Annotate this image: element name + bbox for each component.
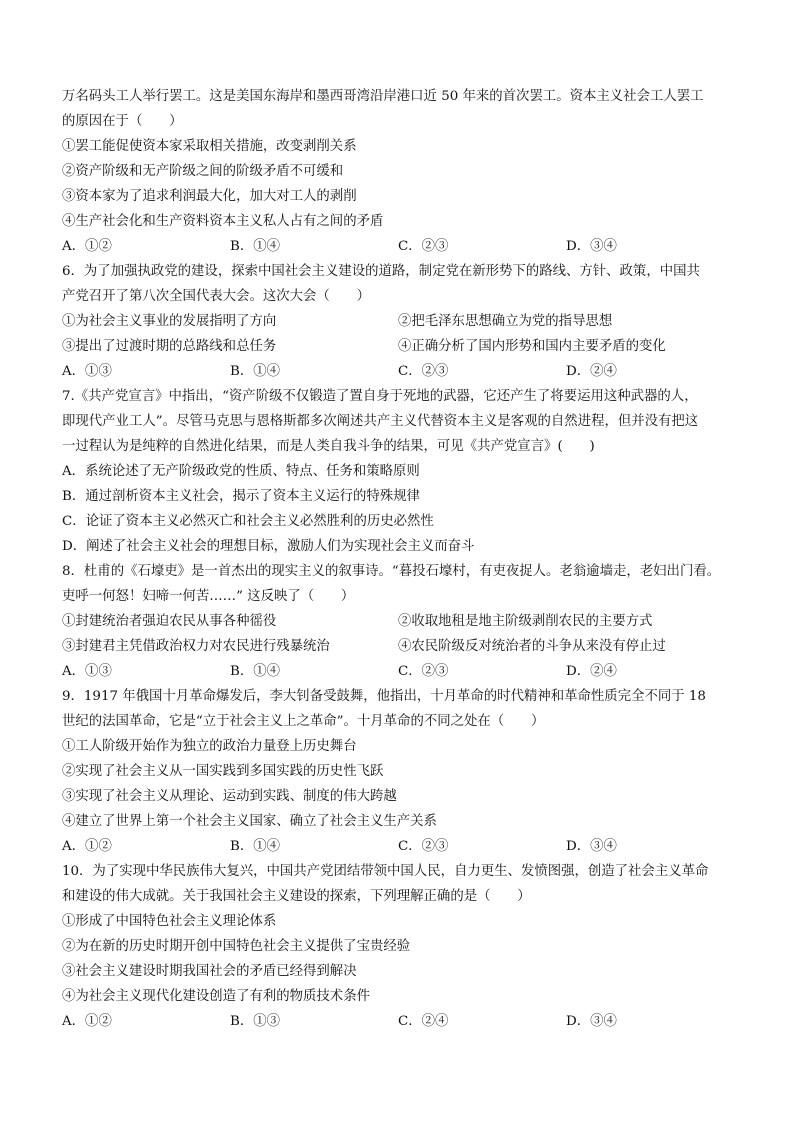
- statement-item: ④农民阶级反对统治者的斗争从来没有停止过: [398, 639, 666, 654]
- answer-options: [62, 659, 734, 684]
- statement-item: ①工人阶级开始作为独立的政治力量登上历史舞台: [62, 739, 357, 754]
- option-b[interactable]: B．①④: [230, 239, 281, 254]
- option-d[interactable]: D．③④: [566, 1014, 617, 1029]
- statement-item: ②资产阶级和无产阶级之间的阶级矛盾不可缓和: [62, 164, 344, 179]
- exam-page: [62, 84, 734, 1034]
- option-d[interactable]: D．③④: [566, 239, 617, 254]
- statement-item: ④正确分析了国内形势和国内主要矛盾的变化: [398, 339, 666, 354]
- statement-item: ③资本家为了追求利润最大化，加大对工人的剥削: [62, 189, 357, 204]
- option-a[interactable]: A．①③: [62, 664, 112, 679]
- question-7: [62, 384, 734, 559]
- option-d[interactable]: D．③④: [566, 839, 617, 854]
- question-stem-line: 即现代产业工人”。尽管马克思与恩格斯都多次阐述共产主义代替资本主义是客观的自然进程，但并没有把这: [62, 414, 699, 429]
- option-b[interactable]: B．通过剖析资本主义社会，揭示了资本主义运行的特殊规律: [62, 489, 420, 504]
- option-c[interactable]: C．论证了资本主义必然灭亡和社会主义必然胜利的历史必然性: [62, 514, 434, 529]
- option-a[interactable]: A．①②: [62, 839, 112, 854]
- statement-item: ③提出了过渡时期的总路线和总任务: [62, 339, 277, 354]
- statement-item: ②把毛泽东思想确立为党的指导思想: [398, 314, 613, 329]
- statement-item: ①封建统治者强迫农民从事各种徭役: [62, 614, 277, 629]
- statement-item: ④生产社会化和生产资料资本主义私人占有之间的矛盾: [62, 214, 384, 229]
- answer-options: [62, 834, 734, 859]
- option-a[interactable]: A．①②: [62, 239, 112, 254]
- option-a[interactable]: A．①③: [62, 364, 112, 379]
- option-d[interactable]: D．②④: [566, 664, 617, 679]
- option-b[interactable]: B．①④: [230, 364, 281, 379]
- option-c[interactable]: C．②④: [398, 1014, 449, 1029]
- question-8: [62, 559, 734, 684]
- option-a[interactable]: A．系统论述了无产阶级政党的性质、特点、任务和策略原则: [62, 464, 420, 479]
- question-stem-line: 8．杜甫的《石壕吏》是一首杰出的现实主义的叙事诗。“暮投石壕村，有吏夜捉人。老翁逾墙走，老妇出门看。: [62, 564, 721, 579]
- statement-row: [62, 634, 734, 659]
- question-stem-line: 吏呼一何怒！妇啼一何苦……” 这反映了（ ）: [62, 589, 355, 604]
- question-stem-line: 的原因在于（ ）: [62, 114, 183, 129]
- question-stem-line: 6．为了加强执政党的建设，探索中国社会主义建设的道路，制定党在新形势下的路线、方针、政策，中国共: [62, 264, 700, 279]
- statement-item: ②收取地租是地主阶级剥削农民的主要方式: [398, 614, 653, 629]
- option-c[interactable]: C．②③: [398, 839, 449, 854]
- option-c[interactable]: C．②③: [398, 364, 449, 379]
- statement-row: [62, 609, 734, 634]
- option-b[interactable]: B．①③: [230, 1014, 281, 1029]
- question-stem-line: 9．1917 年俄国十月革命爆发后，李大钊备受鼓舞，他指出，十月革命的时代精神和革命性质完全不同于 18: [62, 689, 706, 704]
- statement-item: ①为社会主义事业的发展指明了方向: [62, 314, 277, 329]
- option-c[interactable]: C．②③: [398, 664, 449, 679]
- statement-row: [62, 309, 734, 334]
- question-stem-line: 10．为了实现中华民族伟大复兴，中国共产党团结带领中国人民，自力更生、发愤图强，创造了社会主义革命: [62, 864, 709, 879]
- question-stem-line: 世纪的法国革命，它是“立于社会主义上之革命”。十月革命的不同之处在（ ）: [62, 714, 545, 729]
- question-10: [62, 859, 734, 1034]
- question-5: [62, 84, 734, 259]
- statement-item: ①形成了中国特色社会主义理论体系: [62, 914, 277, 929]
- option-b[interactable]: B．①④: [230, 664, 281, 679]
- answer-options: [62, 1009, 734, 1034]
- question-stem-line: 产党召开了第八次全国代表大会。这次大会（ ）: [62, 289, 370, 304]
- question-6: [62, 259, 734, 384]
- option-c[interactable]: C．②③: [398, 239, 449, 254]
- option-d[interactable]: D．②④: [566, 364, 617, 379]
- statement-row: [62, 334, 734, 359]
- statement-item: ②为在新的历史时期开创中国特色社会主义提供了宝贵经验: [62, 939, 411, 954]
- question-stem-line: 和建设的伟大成就。关于我国社会主义建设的探索，下列理解正确的是（ ）: [62, 889, 531, 904]
- question-stem-line: 万名码头工人举行罢工。这是美国东海岸和墨西哥湾沿岸港口近 50 年来的首次罢工。资本主义社会工人罢工: [62, 89, 704, 104]
- option-d[interactable]: D．阐述了社会主义社会的理想目标，激励人们为实现社会主义而奋斗: [62, 539, 475, 554]
- statement-item: ③实现了社会主义从理论、运动到实践、制度的伟大跨越: [62, 789, 397, 804]
- question-stem-line: 一过程认为是纯粹的自然进化结果，而是人类自我斗争的结果，可见《共产党宣言》( ): [62, 439, 595, 454]
- statement-item: ②实现了社会主义从一国实践到多国实践的历史性飞跃: [62, 764, 384, 779]
- question-stem-line: 7.《共产党宣言》中指出，“资产阶级不仅锻造了置自身于死地的武器，它还产生了将要运用这种武器的人，: [62, 389, 698, 404]
- option-b[interactable]: B．①④: [230, 839, 281, 854]
- statement-item: ③社会主义建设时期我国社会的矛盾已经得到解决: [62, 964, 357, 979]
- statement-item: ④建立了世界上第一个社会主义国家、确立了社会主义生产关系: [62, 814, 437, 829]
- statement-item: ①罢工能促使资本家采取相关措施，改变剥削关系: [62, 139, 357, 154]
- answer-options: [62, 359, 734, 384]
- question-9: [62, 684, 734, 859]
- option-a[interactable]: A．①②: [62, 1014, 112, 1029]
- statement-item: ③封建君主凭借政治权力对农民进行残暴统治: [62, 639, 330, 654]
- statement-item: ④为社会主义现代化建设创造了有利的物质技术条件: [62, 989, 370, 1004]
- answer-options: [62, 234, 734, 259]
